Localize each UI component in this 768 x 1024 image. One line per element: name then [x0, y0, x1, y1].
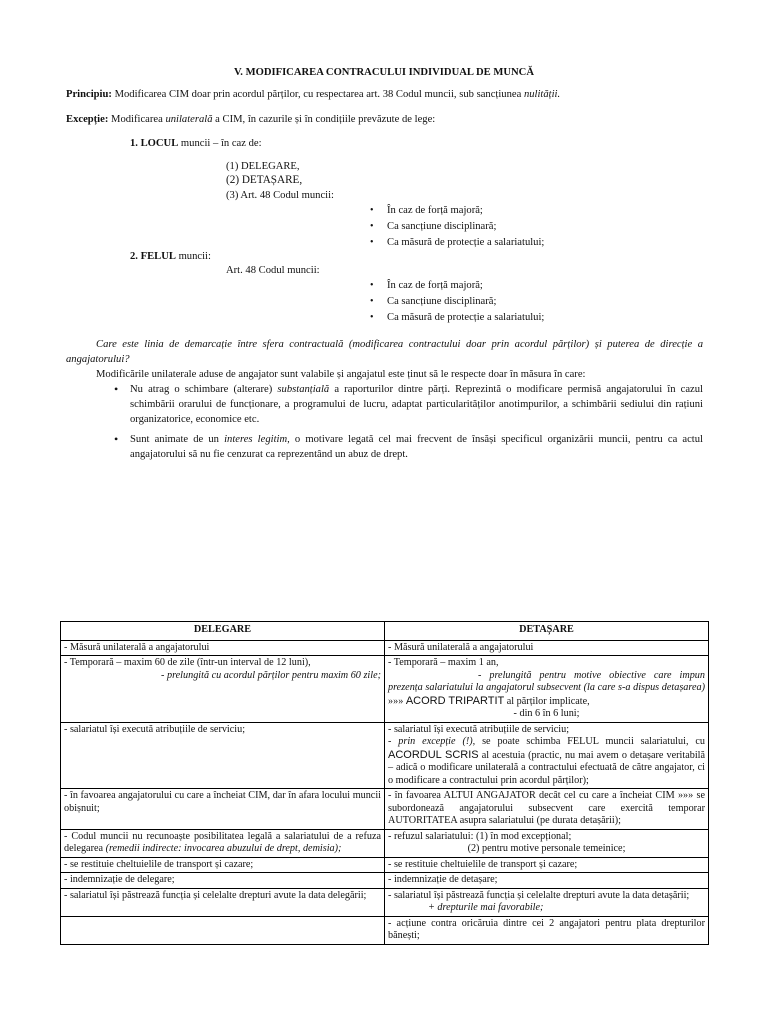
page-title: V. MODIFICAREA CONTRACULUI INDIVIDUAL DE MUNCĂ [234, 67, 534, 78]
table-row: - acțiune contra oricăruia dintre cei 2 angajatori pentru plata drepturilor bănești; [61, 916, 709, 944]
principle-sanction: nulității. [523, 89, 561, 100]
principle-text: Modificarea CIM doar prin acordul părților, cu respectarea art. 38 Codul muncii, sub sancțiunea [111, 89, 524, 100]
unilateral-intro: Modificările unilaterale aduse de angajator sunt valabile și angajatul este ținut să le respecte doar în măsura în care: [96, 369, 586, 380]
felul-bullet-item: • În caz de forță majoră; [370, 280, 483, 291]
locul-bullet-item: • Ca sancțiune disciplinară; [370, 221, 497, 232]
column-header-detasare: DETAȘARE [385, 622, 709, 641]
condition-item: • Sunt animate de un interes legitim, o motivare legată cel mai frecvent de însăși specificul organizării muncii, pentru ca actul angajatorului să nu fie cenzurat ca reprezentând un abuz de drept. [112, 432, 703, 462]
exception-label: Excepție: [66, 114, 109, 125]
locul-item: (1) DELEGARE, [226, 161, 300, 172]
felul-heading: 2. FELUL muncii: [130, 251, 211, 262]
comparison-table [60, 621, 709, 945]
felul-bullet-item: • Ca măsură de protecție a salariatului; [370, 312, 545, 323]
table-header-row [61, 622, 709, 641]
table-row: - salariatul își păstrează funcția și celelalte drepturi avute la data delegării; - salariatul își păstrează funcția și celelalte drepturi avute la data detașării; + drepturile mai favorabile; [61, 888, 709, 916]
table-row: - Codul muncii nu recunoaște posibilitatea legală a salariatului de a refuza delegarea (remedii indirecte: invocarea abuzului de drept, demisia); - refuzul salariatului: (1) în mod excepțional; (2) pentru motive personale temeinice; [61, 829, 709, 857]
exception-line: Excepție: Modificarea unilaterală a CIM, în cazurile și în condițiile prevăzute de lege: [66, 114, 436, 125]
table-row: - se restituie cheltuielile de transport și cazare; - se restituie cheltuielile de transport și cazare; [61, 857, 709, 873]
table-row: - Temporară – maxim 60 de zile (într-un interval de 12 luni), - prelungită cu acordul părților pentru maxim 60 zile; - Temporară – maxim 1 an, - prelungită pentru motive obiective care impun prezența salariatului la angajatorul subsecvent (la care s-a dispus detașarea) »»» ACORD TRIPARTIT al părților implicate, - din 6 în 6 luni; [61, 656, 709, 723]
locul-item: (2) DETAȘARE, [226, 174, 303, 186]
conditions-list [112, 382, 703, 467]
locul-bullet-item: • Ca măsură de protecție a salariatului; [370, 237, 545, 248]
principle-line [66, 88, 560, 101]
locul-item: (3) Art. 48 Codul muncii: [226, 190, 334, 201]
table-row: - Măsură unilaterală a angajatorului - Măsură unilaterală a angajatorului [61, 640, 709, 656]
demarcation-question: Care este linia de demarcație între sfera contractuală (modificarea contractului doar prin acordul părților) și puterea de direcție a angajatorului? [66, 339, 703, 365]
locul-bullet-item: • În caz de forță majoră; [370, 205, 483, 216]
felul-bullet-item: • Ca sancțiune disciplinară; [370, 296, 497, 307]
locul-heading: 1. LOCUL muncii – în caz de: [130, 138, 262, 149]
table-row: - indemnizație de delegare; - indemnizație de detașare; [61, 873, 709, 889]
column-header-delegare: DELEGARE [61, 622, 385, 641]
felul-article: Art. 48 Codul muncii: [226, 265, 320, 276]
table-row: - în favoarea angajatorului cu care a încheiat CIM, dar în afara locului muncii obișnuit; - în favoarea ALTUI ANGAJATOR decât cel cu care a încheiat CIM »»» se subordonează angajatorului subsecvent care exercită temporar AUTORITATEA asupra salariatului (pe durata detașării); [61, 789, 709, 830]
table-row: - salariatul își execută atribuțiile de serviciu; - salariatul își execută atribuțiile de serviciu; - prin excepție (!), se poate schimba FELUL muncii salariatului, cu ACORDUL SCRIS al acestuia (practic, nu mai avem o detașare veritabilă – adică o modificare unilaterală a contractului efectuată de către angajator, ci o modificare a contractului prin acordul părților); [61, 722, 709, 789]
principle-label: Principiu: [66, 89, 112, 100]
condition-item: • Nu atrag o schimbare (alterare) substanțială a raporturilor dintre părți. Reprezintă o modificare permisă angajatorului în cazul schimbării orarului de funcționare, a programului de lucru, adaptat particularităților anotimpurilor, a schimbării sediului din rațiuni organizatorice, economice etc. [112, 382, 703, 427]
